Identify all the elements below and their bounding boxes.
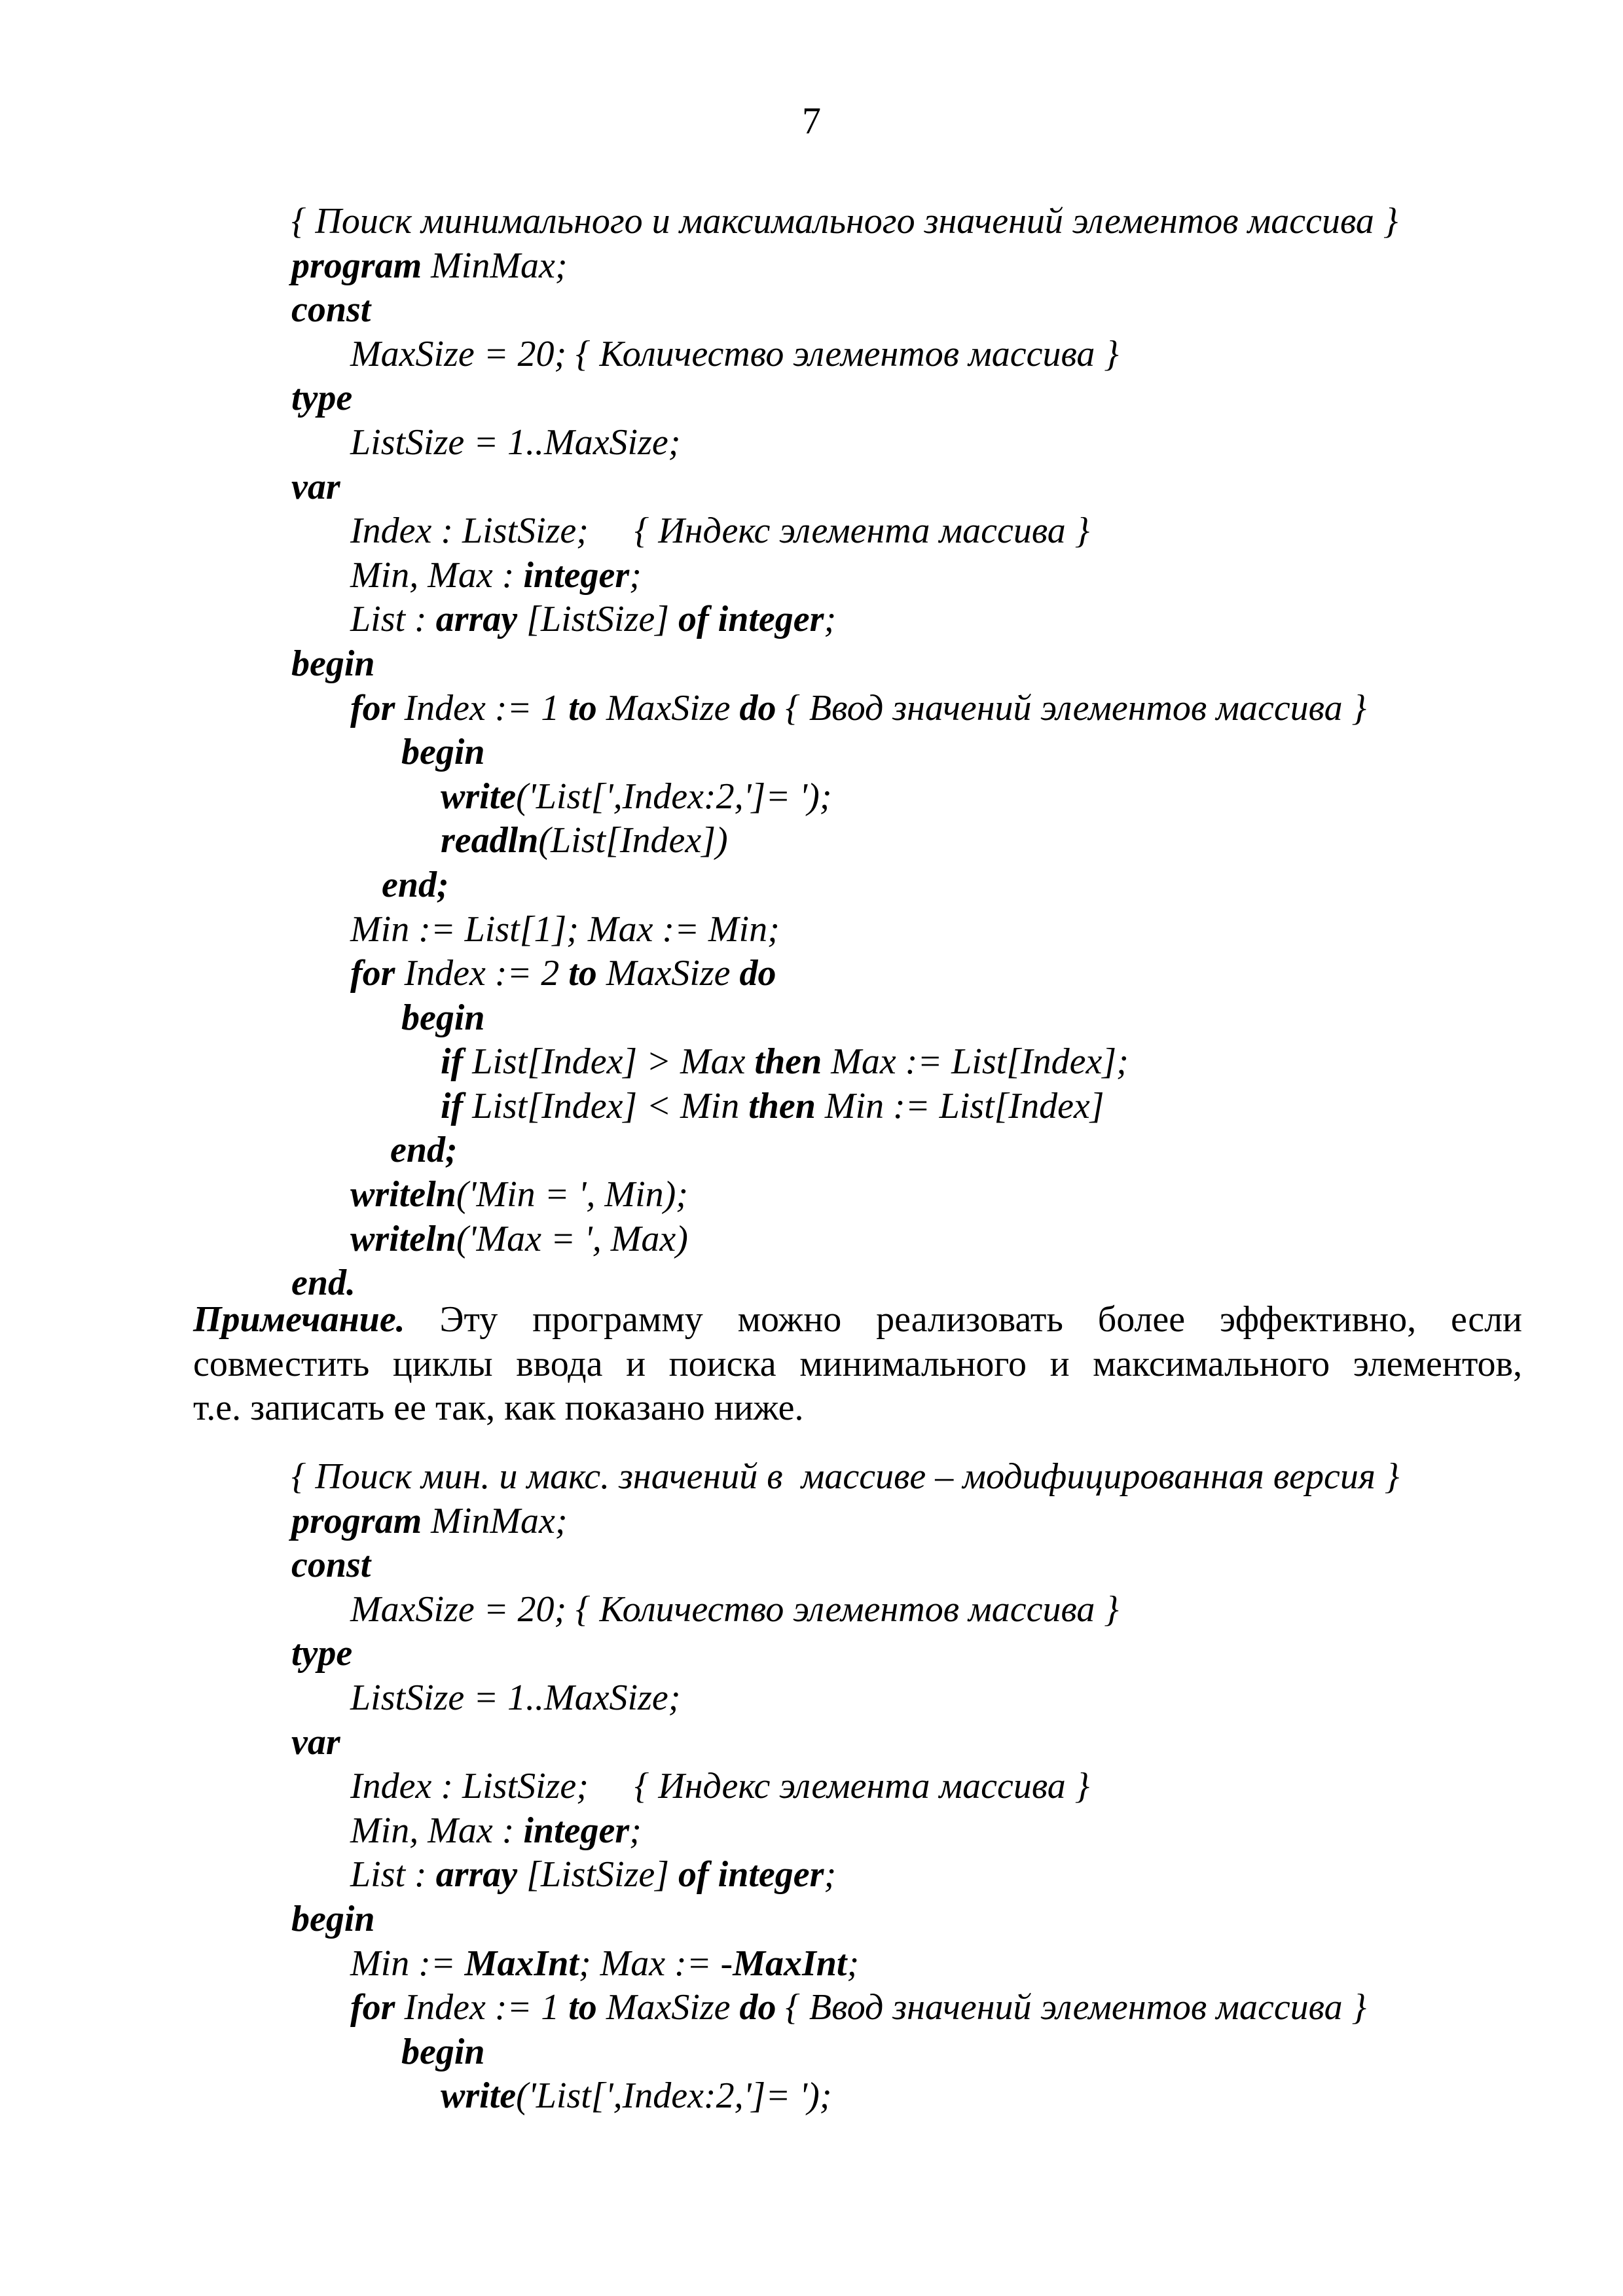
code-keyword: type xyxy=(291,378,353,419)
code-keyword: for xyxy=(350,953,395,994)
code-keyword: for xyxy=(350,1987,395,2028)
code-keyword: end; xyxy=(390,1130,458,1171)
code-text: List : xyxy=(350,1854,436,1895)
code-text: ; xyxy=(629,1810,642,1851)
code-text: ; Max := - xyxy=(578,1943,733,1984)
code-keyword: to xyxy=(568,1987,597,2028)
code-line xyxy=(0,775,1623,819)
code-text: ('List[',Index:2,']= '); xyxy=(516,2075,832,2117)
code-keyword: array xyxy=(435,1854,518,1895)
code-line xyxy=(0,1040,1623,1085)
code-text: Min := List[1]; Max := Min; xyxy=(350,908,780,950)
code-keyword: then xyxy=(754,1041,822,1083)
code-keyword: MaxInt xyxy=(733,1943,847,1984)
code-line xyxy=(0,1897,1623,1942)
code-text: { Поиск минимального и максимального значений элементов массива } xyxy=(291,201,1398,242)
code-line xyxy=(0,598,1623,642)
code-line xyxy=(0,908,1623,952)
code-keyword: begin xyxy=(291,1898,375,1939)
page-number: 7 xyxy=(802,99,821,142)
code-keyword: program xyxy=(291,1500,422,1541)
code-line xyxy=(0,1809,1623,1854)
code-line xyxy=(0,819,1623,863)
code-text: Index := 1 xyxy=(395,1987,569,2028)
code-text: MaxSize xyxy=(596,953,740,994)
code-line xyxy=(0,1128,1623,1173)
note-line-2: совместить циклы ввода и поиска минимального и максимального элементов, xyxy=(193,1343,1522,1384)
code-text: Index : ListSize; { Индекс элемента массива } xyxy=(350,1766,1090,1807)
code-keyword: then xyxy=(748,1085,816,1126)
code-text: Index : ListSize; { Индекс элемента массива } xyxy=(350,511,1090,552)
code-line xyxy=(0,2030,1623,2075)
code-keyword: var xyxy=(291,1721,340,1763)
code-keyword: writeln xyxy=(350,1174,456,1215)
code-line xyxy=(0,642,1623,687)
code-keyword: integer xyxy=(523,554,630,596)
code-text: Min := List[Index] xyxy=(815,1085,1104,1126)
code-text: List[Index] < Min xyxy=(463,1085,749,1126)
code-text: MinMax; xyxy=(422,1500,568,1541)
code-text: ; xyxy=(824,1854,837,1895)
code-text: MaxSize = 20; { Количество элементов массива } xyxy=(350,333,1119,374)
code-line xyxy=(0,1588,1623,1632)
code-line xyxy=(0,1173,1623,1217)
code-keyword: MaxInt xyxy=(464,1943,579,1984)
code-keyword: program xyxy=(291,245,422,286)
code-line xyxy=(0,244,1623,289)
code-text: Min, Max : xyxy=(350,554,524,596)
code-keyword: writeln xyxy=(350,1218,456,1259)
code-text: [ListSize] xyxy=(517,599,679,640)
code-line xyxy=(0,421,1623,465)
code-keyword: var xyxy=(291,466,340,507)
code-line xyxy=(0,863,1623,908)
code-listing-original xyxy=(0,200,1623,1306)
code-keyword: if xyxy=(441,1041,464,1083)
code-line xyxy=(0,554,1623,598)
code-line xyxy=(0,1676,1623,1721)
code-keyword: do xyxy=(739,687,776,728)
code-text: ListSize = 1..MaxSize; xyxy=(350,1677,681,1718)
note-line-1 xyxy=(193,1298,1522,1342)
code-text: Max := List[Index]; xyxy=(822,1041,1129,1083)
code-line xyxy=(0,2074,1623,2119)
code-line xyxy=(0,1721,1623,1765)
code-keyword: do xyxy=(739,1987,776,2028)
note-text-1: Эту программу можно реализовать более эффективно, если xyxy=(405,1299,1522,1340)
code-keyword: begin xyxy=(291,643,375,684)
code-keyword: type xyxy=(291,1633,353,1674)
code-keyword: of integer xyxy=(678,599,824,640)
code-keyword: integer xyxy=(523,1810,630,1851)
code-line xyxy=(0,996,1623,1041)
code-text: { Ввод значений элементов массива } xyxy=(776,687,1366,728)
code-text: (List[Index]) xyxy=(538,820,728,861)
code-line xyxy=(0,1853,1623,1897)
code-line xyxy=(0,288,1623,332)
code-keyword: write xyxy=(441,776,517,817)
code-text: ; xyxy=(629,554,642,596)
code-text: { Поиск мин. и макс. значений в массиве – модифицированная версия } xyxy=(291,1456,1400,1497)
code-keyword: of integer xyxy=(678,1854,824,1895)
code-keyword: begin xyxy=(401,997,485,1038)
code-keyword: if xyxy=(441,1085,464,1126)
note-line-3: т.е. записать ее так, как показано ниже. xyxy=(193,1388,804,1428)
code-line xyxy=(0,1942,1623,1986)
code-line xyxy=(0,1543,1623,1588)
code-line xyxy=(0,1217,1623,1262)
note-paragraph xyxy=(193,1298,1522,1431)
code-keyword: end. xyxy=(291,1263,356,1304)
code-line xyxy=(0,1765,1623,1809)
code-keyword: begin xyxy=(401,2031,485,2072)
code-line xyxy=(0,1986,1623,2030)
code-line xyxy=(0,200,1623,244)
code-line xyxy=(0,1455,1623,1499)
code-text: [ListSize] xyxy=(517,1854,679,1895)
code-keyword: array xyxy=(435,599,518,640)
code-keyword: const xyxy=(291,289,371,331)
code-text: Min := xyxy=(350,1943,465,1984)
code-line xyxy=(0,730,1623,775)
code-text: List[Index] > Max xyxy=(463,1041,755,1083)
code-keyword: const xyxy=(291,1545,371,1586)
code-text: ('Max = ', Max) xyxy=(456,1218,688,1259)
code-line xyxy=(0,376,1623,421)
code-text: ('List[',Index:2,']= '); xyxy=(516,776,832,817)
code-keyword: begin xyxy=(401,732,485,773)
code-line xyxy=(0,1632,1623,1676)
code-keyword: for xyxy=(350,687,395,728)
code-text: MinMax; xyxy=(422,245,568,286)
code-keyword: readln xyxy=(441,820,539,861)
code-text: MaxSize xyxy=(596,687,740,728)
code-line xyxy=(0,687,1623,731)
code-line xyxy=(0,1085,1623,1129)
code-text: MaxSize xyxy=(596,1987,740,2028)
note-label: Примечание. xyxy=(193,1299,405,1340)
code-keyword: write xyxy=(441,2075,517,2117)
code-text: Min, Max : xyxy=(350,1810,524,1851)
code-text: MaxSize = 20; { Количество элементов массива } xyxy=(350,1588,1119,1630)
code-keyword: to xyxy=(568,953,597,994)
code-line xyxy=(0,509,1623,554)
code-line xyxy=(0,952,1623,996)
code-text: List : xyxy=(350,599,436,640)
code-line xyxy=(0,332,1623,377)
code-text: ('Min = ', Min); xyxy=(456,1174,688,1215)
code-listing-modified xyxy=(0,1455,1623,2119)
code-keyword: end; xyxy=(382,864,449,905)
code-text: Index := 2 xyxy=(395,953,569,994)
code-text: ListSize = 1..MaxSize; xyxy=(350,422,681,463)
code-text: ; xyxy=(824,599,837,640)
code-text: { Ввод значений элементов массива } xyxy=(776,1987,1366,2028)
code-keyword: do xyxy=(739,953,776,994)
code-text: ; xyxy=(847,1943,860,1984)
code-line xyxy=(0,1499,1623,1544)
code-text: Index := 1 xyxy=(395,687,569,728)
code-line xyxy=(0,465,1623,510)
code-keyword: to xyxy=(568,687,597,728)
